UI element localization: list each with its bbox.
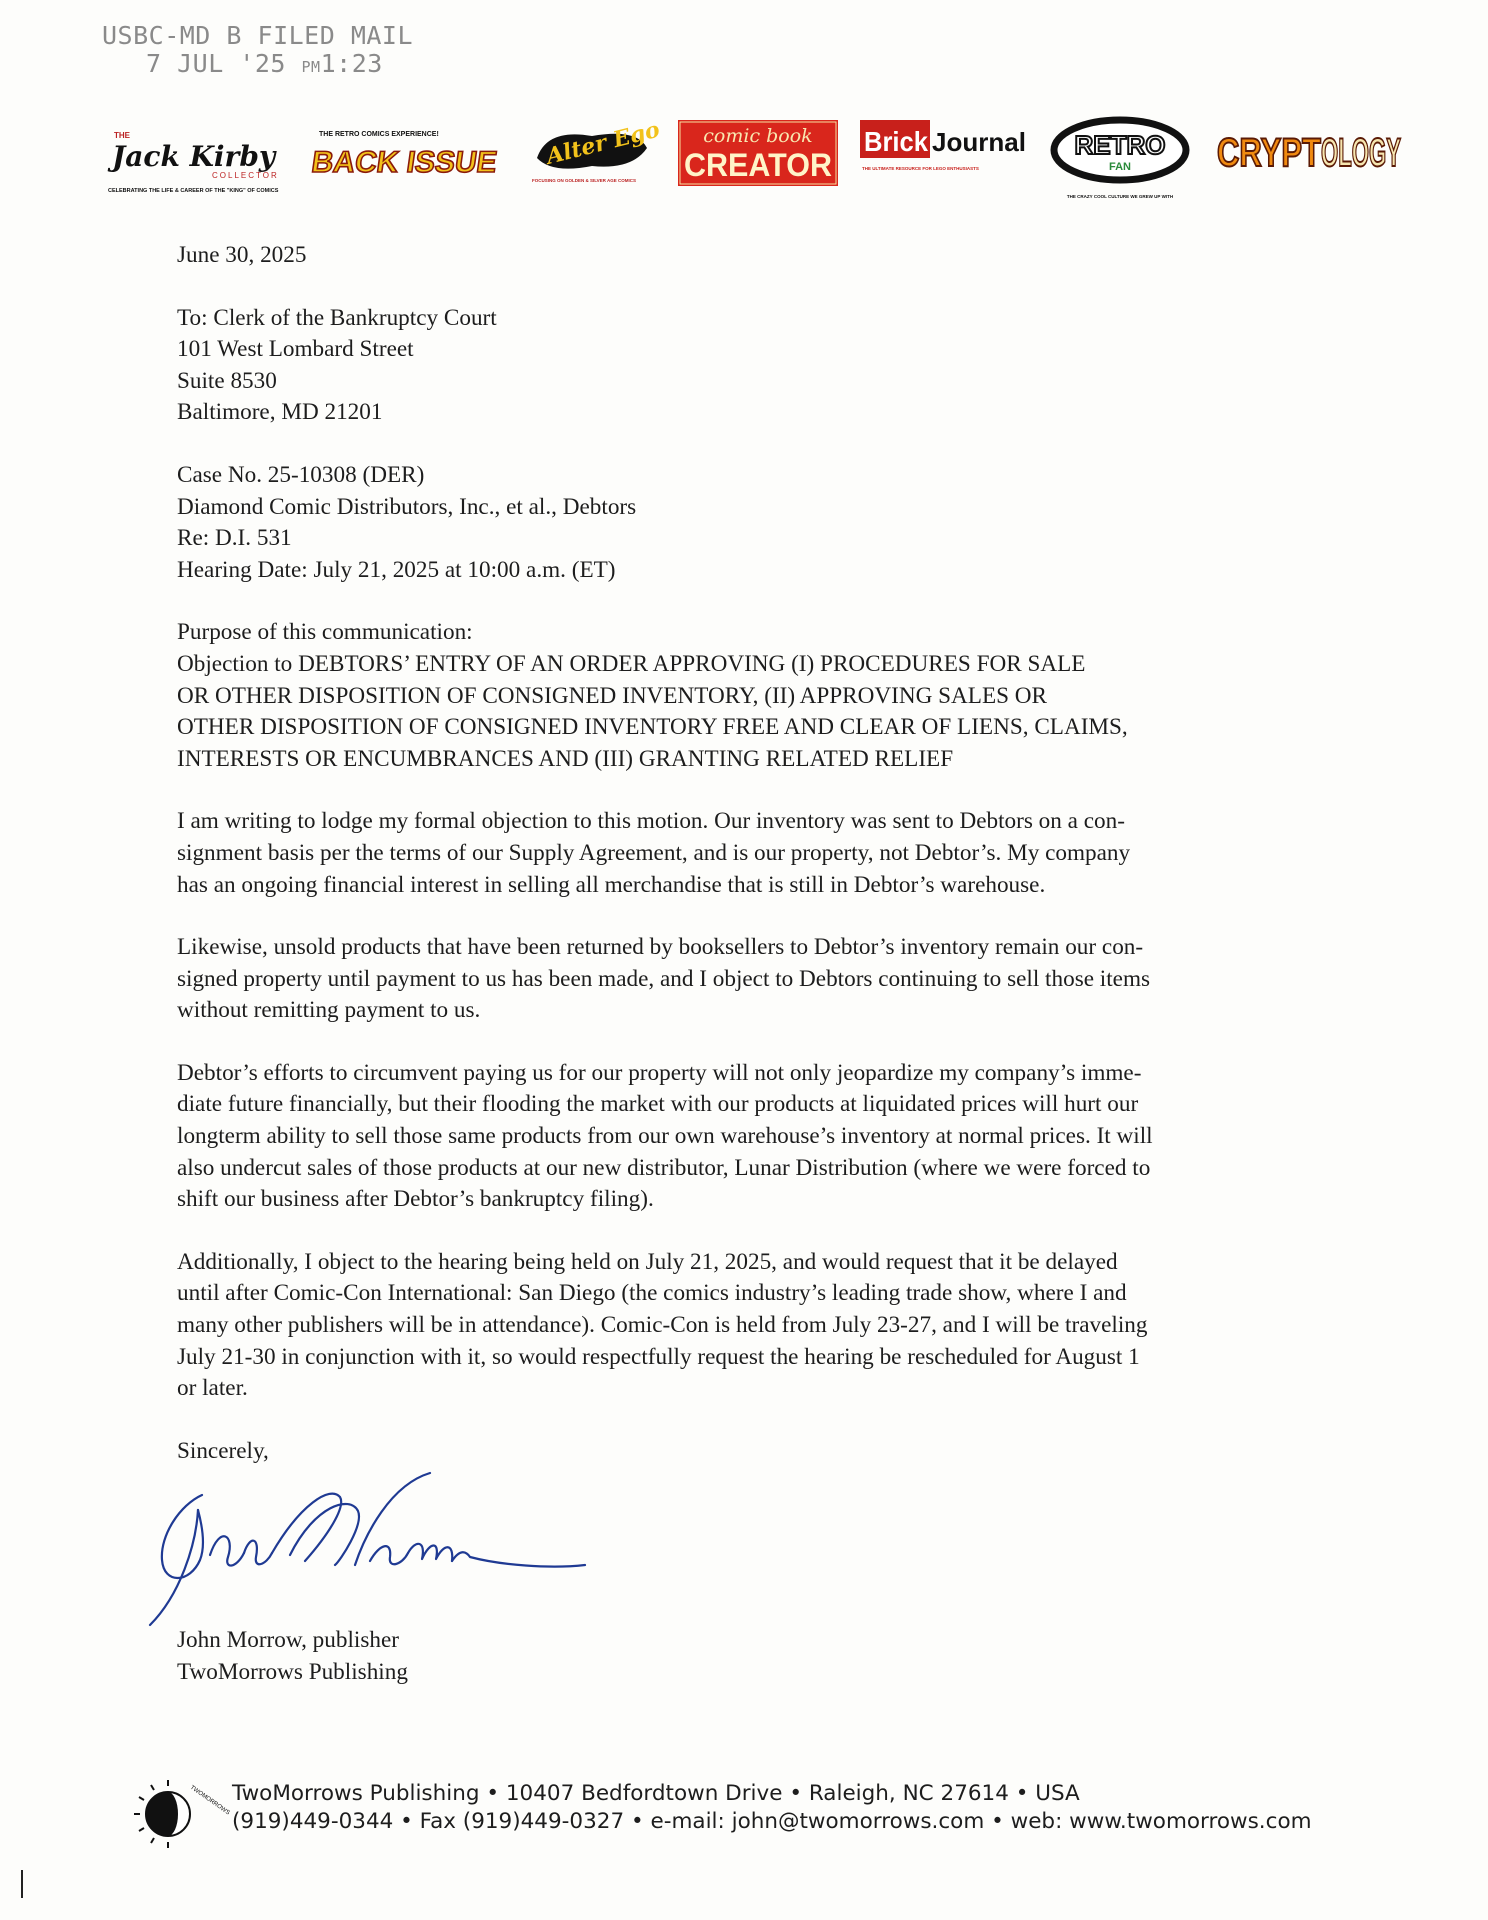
paragraph-line: Likewise, unsold products that have been returned by booksellers to Debtor’s inventory remain our con- — [177, 934, 1144, 961]
purpose-line: OTHER DISPOSITION OF CONSIGNED INVENTORY FREE AND CLEAR OF LIENS, CLAIMS, — [177, 714, 1128, 741]
twomorrows-logo-text: TWOMORROWS — [188, 1784, 231, 1817]
signature-block — [177, 1625, 408, 1688]
paragraph-line: Debtor’s efforts to circumvent paying us for our property will not only jeopardize my company’s imme- — [177, 1059, 1142, 1086]
brick-journal-part1: Brick — [864, 126, 929, 157]
creator-line-1: comic book — [703, 125, 813, 147]
signer-name: John Morrow, publisher — [177, 1627, 399, 1653]
stamp-date: 7 JUL '25 — [146, 49, 286, 78]
paragraph-line: or later. — [177, 1375, 248, 1402]
back-issue-title: BACK ISSUE — [309, 146, 500, 179]
purpose-line: OR OTHER DISPOSITION OF CONSIGNED INVENTORY, (II) APPROVING SALES OR — [177, 682, 1048, 709]
paragraph-hearing-date — [177, 1247, 1337, 1405]
closing: Sincerely, — [177, 1437, 269, 1464]
paragraph-line: longterm ability to sell those same products from our own warehouse’s inventory at normal prices. It will — [177, 1123, 1153, 1150]
purpose-line: INTERESTS OR ENCUMBRANCES AND (III) GRANTING RELATED RELIEF — [177, 745, 954, 772]
letterhead-footer — [232, 1780, 1312, 1836]
back-issue-tag: THE RETRO COMICS EXPERIENCE! — [319, 131, 439, 138]
comic-book-creator-logo — [678, 120, 838, 186]
retro-fan-tag: THE CRAZY COOL CULTURE WE GREW UP WITH — [1066, 194, 1174, 199]
signer-company: TwoMorrows Publishing — [177, 1658, 408, 1685]
retro-fan-title: RETRO — [1074, 130, 1166, 160]
jack-kirby-sub: COLLECTOR — [212, 171, 279, 180]
case-line: Diamond Comic Distributors, Inc., et al., Debtors — [177, 493, 637, 520]
paragraph-line: diate future financially, but their flooding the market with our products at liquidated prices will hurt our — [177, 1091, 1139, 1118]
case-line: Re: D.I. 531 — [177, 525, 292, 552]
magazine-logo-row — [100, 108, 1400, 208]
footer-contact-line: (919)449-0344 • Fax (919)449-0327 • e-mail: john@twomorrows.com • web: www.twomorrows.com — [232, 1809, 1312, 1834]
retro-fan-logo — [1045, 112, 1195, 208]
paragraph-line: signment basis per the terms of our Supply Agreement, and is our property, not Debtor’s. My company — [177, 839, 1131, 866]
stamp-pm: PM — [301, 58, 321, 76]
stamp-line-2 — [102, 50, 413, 81]
brick-journal-part2: Journal — [932, 127, 1026, 157]
paragraph-line: also undercut sales of those products at our new distributor, Lunar Distribution (where we were forced to — [177, 1154, 1151, 1181]
cryptology-part1: CRYPT — [1217, 131, 1321, 175]
footer-address-line: TwoMorrows Publishing • 10407 Bedfordtown Drive • Raleigh, NC 27614 • USA — [232, 1781, 1080, 1806]
brick-journal-logo — [860, 120, 1030, 180]
jack-kirby-title: Jack Kirby — [112, 140, 276, 173]
purpose-block — [177, 617, 1337, 775]
case-line: Hearing Date: July 21, 2025 at 10:00 a.m. (ET) — [177, 556, 616, 583]
alter-ego-logo — [531, 108, 663, 208]
paragraph-line: signed property until payment to us has been made, and I object to Debtors continuing to sell those items — [177, 965, 1151, 992]
svg-text:THE: THE — [114, 131, 130, 140]
handwritten-signature — [140, 1465, 600, 1635]
paragraph-line: has an ongoing financial interest in selling all merchandise that is still in Debtor’s warehouse. — [177, 871, 1046, 898]
cryptology-part2: OLOGY — [1321, 131, 1402, 175]
purpose-line: Objection to DEBTORS’ ENTRY OF AN ORDER APPROVING (I) PROCEDURES FOR SALE — [177, 650, 1086, 677]
alter-ego-title: Alter Ego — [543, 116, 663, 170]
case-reference — [177, 460, 1337, 586]
paragraph-harm — [177, 1058, 1337, 1216]
jack-kirby-collector-logo — [108, 126, 298, 206]
letter-date: June 30, 2025 — [177, 242, 307, 268]
paragraph-line: I am writing to lodge my formal objection to this motion. Our inventory was sent to Debtors on a con- — [177, 808, 1125, 835]
letter-body — [177, 240, 1337, 1467]
alter-ego-tag: FOCUSING ON GOLDEN & SILVER AGE COMICS — [531, 178, 637, 183]
cryptology-logo — [1215, 122, 1405, 178]
brick-journal-tag: THE ULTIMATE RESOURCE FOR LEGO ENTHUSIASTS — [862, 166, 979, 171]
stamp-time: 1:23 — [320, 49, 383, 78]
paragraph-line: many other publishers will be in attendance). Comic-Con is held from July 23-27, and I will be traveling — [177, 1312, 1148, 1339]
paragraph-line: Additionally, I object to the hearing being held on July 21, 2025, and would request that it be delayed — [177, 1248, 1118, 1275]
retro-fan-sub: FAN — [1109, 161, 1131, 173]
purpose-line: Purpose of this communication: — [177, 619, 473, 646]
scan-edge-mark — [21, 1870, 23, 1898]
back-issue-logo — [309, 126, 505, 196]
paragraph-objection — [177, 806, 1337, 901]
twomorrows-logo — [122, 1768, 231, 1860]
address-line: To: Clerk of the Bankruptcy Court — [177, 304, 497, 331]
address-line: Baltimore, MD 21201 — [177, 399, 383, 426]
filing-stamp — [102, 22, 413, 81]
case-line: Case No. 25-10308 (DER) — [177, 461, 425, 488]
paragraph-returns — [177, 932, 1337, 1027]
paragraph-line: without remitting payment to us. — [177, 997, 481, 1024]
address-line: 101 West Lombard Street — [177, 336, 414, 363]
paragraph-line: shift our business after Debtor’s bankruptcy filing). — [177, 1186, 654, 1213]
paragraph-line: July 21-30 in conjunction with it, so would respectfully request the hearing be rescheduled for August 1 — [177, 1343, 1140, 1370]
creator-line-2: CREATOR — [684, 147, 832, 183]
stamp-line-1: USBC-MD B FILED MAIL — [102, 21, 414, 50]
recipient-address — [177, 303, 1337, 429]
address-line: Suite 8530 — [177, 367, 277, 394]
paragraph-line: until after Comic-Con International: San Diego (the comics industry’s leading trade show, where I and — [177, 1280, 1127, 1307]
jack-kirby-tag: CELEBRATING THE LIFE & CAREER OF THE "KING" OF COMICS — [108, 188, 279, 194]
